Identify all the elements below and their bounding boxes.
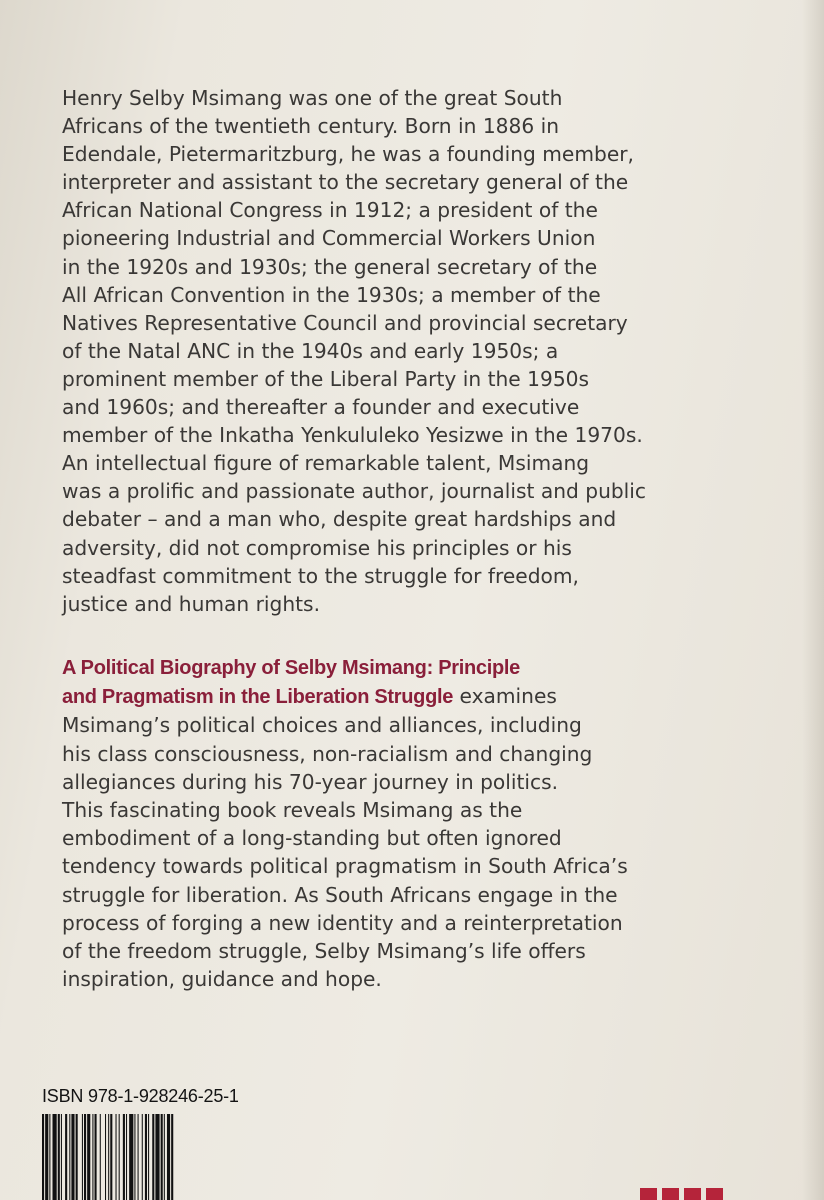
book-title-line-1: A Political Biography of Selby Msimang: Principle [62, 657, 520, 679]
publisher-logo-icon [640, 1186, 724, 1200]
blurb-paragraph-1: Henry Selby Msimang was one of the great South Africans of the twentieth century. Born in 1886 in Edendale, Pietermaritzburg, he was a founding member, interpreter and assistant to the secretary general of the African National Congress in 1912; a president of the pioneering Industrial and Commercial Workers Union in the 1920s and 1930s; the general secretary of the All African Convention in the 1930s; a member of the Natives Representative Council and provincial secretary of the Natal ANC in the 1940s and early 1950s; a prominent member of the Liberal Party in the 1950s and 1960s; and thereafter a founder and executive member of the Inkatha Yenkululeko Yesizwe in the 1970s. An intellectual figure of remarkable talent, Msimang was a prolific and passionate author, journalist and public debater – and a man who, despite great hardships and adversity, did not compromise his principles or his steadfast commitment to the struggle for freedom, justice and human rights. [62, 86, 646, 616]
book-title-line-2: and Pragmatism in the Liberation Struggle [62, 686, 454, 709]
blurb-paragraph-2-body: Msimang’s political choices and alliances, including his class consciousness, non-racialism and changing allegiances during his 70-year journey in politics. This fascinating book reveals Msimang as the embodiment of a long-standing but often ignored tendency towards political pragmatism in South Africa’s struggle for liberation. As South Africans engage in the process of forging a new identity and a reinterpretation of the freedom struggle, Selby Msimang’s life offers inspiration, guidance and hope. [62, 713, 628, 992]
blurb-paragraph-2 [62, 653, 782, 993]
isbn-label: ISBN 978-1-928246-25-1 [42, 1086, 239, 1106]
title-lead-text: examines [453, 684, 557, 709]
barcode-icon [40, 1114, 262, 1200]
